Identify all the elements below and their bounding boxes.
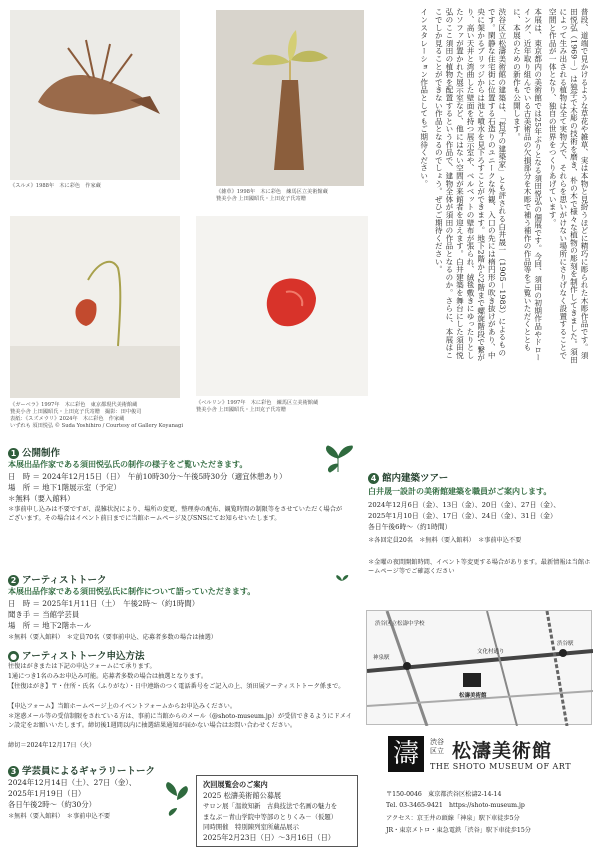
museum-address: 〒150-0046 東京都渋谷区松濤2-14-14	[386, 791, 502, 798]
photo-caption: 《ガーベラ》1997年 木に彩色 東京都現代美術館蔵	[10, 402, 138, 408]
museum-marker	[463, 673, 481, 687]
museum-name-en: THE SHOTO MUSEUM OF ART	[430, 762, 572, 771]
museum-name: 松濤美術館	[452, 740, 553, 762]
section-2-title: 2 アーティストトーク	[8, 572, 106, 586]
section-3-title: 3 学芸員によるギャラリートーク	[8, 763, 155, 777]
photo-caption: 《スルメ》1988年 木に彩色 作家蔵	[10, 183, 101, 189]
section-2-date: 日 時 ＝ 2025年1月11日（土） 午後2時～（約1時間）	[8, 599, 200, 608]
section-4-title: 4 館内建築ツアー	[368, 470, 448, 484]
section-2-lead: 本展出品作家である須田悦弘氏に制作について語っていただきます。	[8, 586, 256, 596]
section-3-time: 各日午後2時～（約30分）	[8, 800, 97, 809]
section-1-date: 日 時 ＝ 2024年12月15日（日） 午前10時30分～午後5時30分（適宜休憩あり）	[8, 472, 287, 481]
section-4-lead: 白井晟一設計の美術館建築を職員がご案内します。	[368, 486, 552, 496]
section-1-lead: 本展出品作家である須田悦弘氏の制作の様子をご覧いただきます。	[8, 459, 248, 469]
section-number: 1	[8, 448, 19, 459]
apply-line: ＊迷惑メール等の受信制限をされている方は、事前に当館からのメール（@shoto-museum.jp）が受信できるようにドメイン設定をお願いいたします。締切後1週間以内に抽選結果通知が届かない場合はお問い合わせください。	[8, 713, 352, 730]
dot-icon: ●	[8, 651, 19, 662]
apply-line: 【往復はがき】〒・住所・氏名（ふりがな）・日中連絡のつく電話番号をご記入の上、須田展アーティストトーク係まで。	[8, 683, 345, 690]
photo-caption: 《ベルリン》1997年 木に彩色 練馬区立美術館蔵	[196, 400, 319, 406]
intro-paragraph: 普段、道端で見かけるような草花や雑草、実は本物と見紛うほどに精巧に彫られた木彫作品です。須田悦弘（1969－）は独学で木彫の技術を磨き、朴の木で様々な植物の彫刻を制作してきました。須田によって生み出される植物は全て実物大で、それらを思いがけない場所にさりげなく設置することで空間と作品が一体となり、独自の世界をつくりあげています。	[548, 8, 589, 364]
museum-logo	[388, 736, 424, 772]
leaf-icon	[322, 444, 356, 474]
apply-line: 【申込フォーム】当館ホームページ上のイベントフォームからお申込みください。	[8, 703, 237, 710]
apply-line: 1通につき1名のみお申込み可能。応募者多数の場合は抽選となります。	[8, 673, 208, 680]
museum-access: アクセス：京王井の頭線「神泉」駅下車徒歩5分	[386, 815, 520, 822]
photo-caption: 贊美小舎 上田國昭氏・上田克子氏寄贈	[216, 196, 306, 202]
photo-caption: 贊美小舎 上田國昭氏・上田克子氏寄贈	[196, 407, 286, 413]
next-period: 2025年2月23日（日）～3月16日（日）	[203, 832, 335, 842]
photo-caption: 《雑草》1998年 木に彩色 練馬区立美術館蔵	[216, 189, 328, 195]
section-number: 2	[8, 575, 19, 586]
apply-title: ● アーティストトーク申込方法	[10, 651, 145, 662]
section-3-date: 2025年1月19日（日）	[8, 789, 86, 798]
next-exhibition-box	[196, 775, 358, 847]
next-salon: まなぶ－青山学院中等部のとりくみ－（仮題）	[203, 812, 338, 821]
photo-berlin	[196, 216, 368, 396]
section-1-place: 場 所 ＝ 地下1階展示室（予定）	[8, 483, 121, 492]
section-4-fee: ＊各回定員20名 ＊無料（要入館料） ＊事前申込不要	[368, 537, 522, 544]
section-3-fee: ＊無料（要入館料） ＊事前申込不要	[8, 813, 111, 820]
petal-image	[196, 216, 368, 396]
leaf-icon	[162, 780, 192, 820]
section-4-time: 各日午後6時～（約1時間）	[368, 523, 452, 531]
intro-paragraph: インスタレーション作品としてもご期待ください。	[419, 8, 429, 188]
section-number: 3	[8, 766, 19, 777]
photo-caption: いずれも 須田悦弘 © Suda Yoshihiro / Courtesy of Gallery Koyanagi	[10, 423, 183, 429]
next-salon: サロン展「温故知新 古典技法で名画の魅力を	[203, 802, 338, 811]
museum-tel: Tel. 03-3465-9421 https://shoto-museum.jp	[386, 802, 525, 809]
map-label: 渋谷駅	[557, 641, 574, 647]
photo-zassou	[216, 10, 364, 186]
intro-paragraph: 本展は、東京都内の美術館では25年ぶりとなる須田悦弘の個展です。今回、須田の初期作品やドローイング、近年取り組んでいる古美術品の欠損部分を木彫で補う補作の作品等をご覧いただくとともに、本展のための新作も公開します。	[512, 8, 543, 362]
photo-caption: 贊美小舎 上田國昭氏・上田克子氏寄贈 撮影：田中俊司	[10, 409, 142, 415]
logo-mark: 濤	[392, 739, 419, 769]
zassou-image	[216, 10, 364, 186]
leaf-icon	[334, 574, 350, 588]
next-exhibit: 2025 松濤美術館公募展	[203, 790, 282, 800]
map-label: 渋谷区立松濤中学校	[375, 621, 425, 627]
apply-deadline: 締切＝2024年12月17日（火）	[8, 742, 96, 749]
section-1-note: ＊事前申し込みは不要ですが、混雑状況により、場所の変更、整理券の配布、観覧時間の制限等をさせていただく場合がございます。その場合はイベント前日までに当館ホームページ及びSNSにてお知らせいたします。	[8, 506, 343, 523]
section-2-place: 場 所 ＝ 地下2階ホール	[8, 621, 92, 630]
map-label: 松濤美術館	[459, 693, 487, 699]
section-4-date: 2024年12月6日（金）、13日（金）、20日（金）、27日（金）、	[368, 501, 561, 509]
intro-text	[363, 8, 589, 364]
photo-gerbera	[10, 216, 180, 398]
map-graphic	[367, 611, 593, 726]
museum-access: JR・東京メトロ・東急電鉄「渋谷」駅下車徒歩15分	[386, 827, 531, 834]
next-title: 次回展覧会のご案内	[203, 780, 268, 789]
map-label: 神泉駅	[373, 655, 390, 661]
intro-paragraph: 渋谷区立松濤美術館の建築は、「哲学の建築家」とも評される白井晟一（1905－1983）によるものです。閑静な住宅街に位置する石造りのユニークな外観、入口の先には楕円形の吹き抜けがあり、中央に架かるブリッジからは池と噴水を見下ろすことができます。地下2階から2階まで螺旋階段で繋がり、高い天井と湾曲した壁面を持つ展示室や、ベルベットの壁布が張られ、絨毯敷きにゆったりとしたソファが置かれた展示室など、他にはない空間が来館者を迎えます。白井建築を舞台にした須田悦弘のここ須田の植物を配置するという作品で、建物全体が須田の作品となるのか。さらに、本展はここでしか見ることができない作品となるのでしょう。ぜひご期待ください。	[434, 8, 507, 362]
section-4-date: 2025年1月10日（金）、17日（金）、24日（金）、31日（金）	[368, 512, 557, 520]
section-1-fee: ＊無料（要入館料）	[8, 494, 75, 503]
section-3-date: 2024年12月14日（土）、27日（金）、	[8, 778, 137, 787]
access-map	[366, 610, 592, 725]
apply-line: 往復はがきまたは下記の申込フォームにて承ります。	[8, 663, 156, 670]
section-number: 4	[368, 473, 379, 484]
section-1-title: 1 公開制作	[8, 445, 60, 459]
section-2-guest: 聞き手 ＝ 当館学芸員	[8, 610, 80, 619]
map-label: 文化村通り	[477, 649, 505, 655]
museum-ward: 渋谷 区立	[430, 738, 444, 755]
photo-caption: 表紙：《スズメウリ》2024年 木に彩色 作家蔵	[10, 416, 125, 422]
gerbera-image	[10, 216, 180, 398]
photo-surume	[10, 10, 180, 180]
next-salon: 同時開催 特別陳列室所蔵品展示	[203, 823, 299, 832]
surume-image	[10, 10, 180, 180]
section-2-fee: ＊無料（要入館料） ＊定員70名（要事前申込、応募者多数の場合は抽選）	[8, 634, 217, 641]
section-4-note: ＊金曜の夜間開館時間、イベント等変更する場合があります。最新情報は当館ホームページ等でご確認ください	[368, 559, 591, 576]
